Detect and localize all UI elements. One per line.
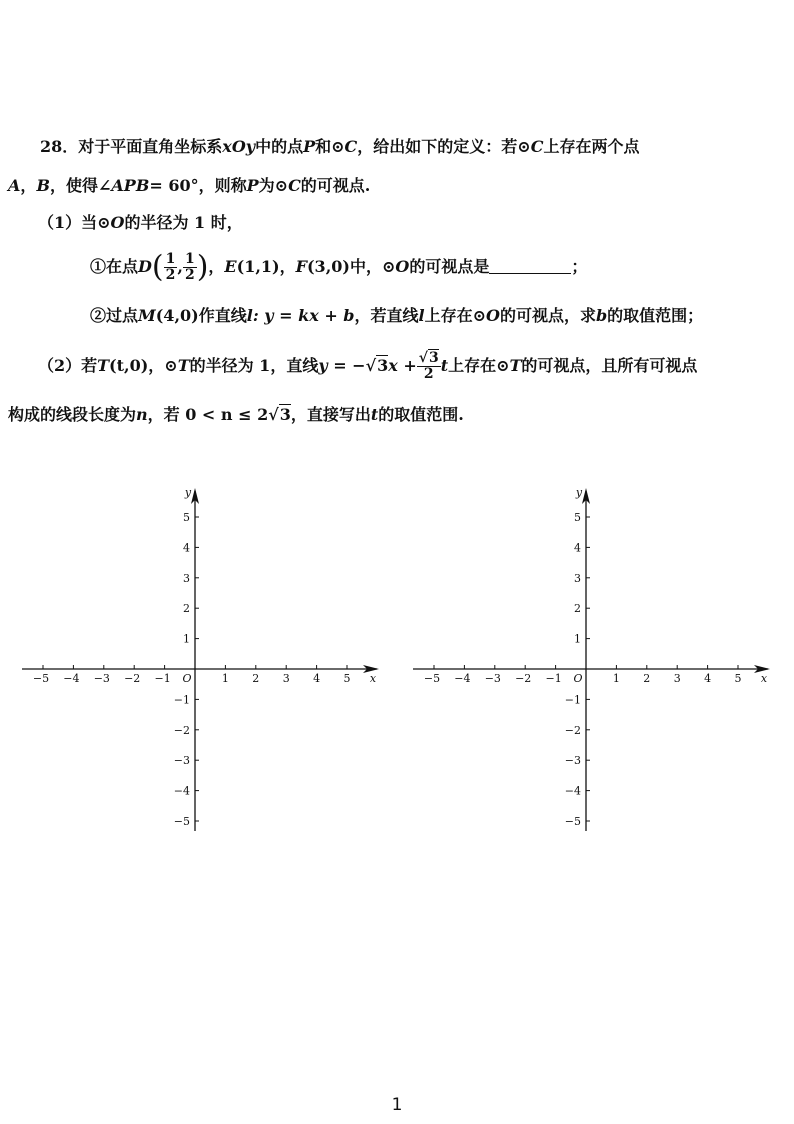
right-y-tick-label: 3 [574,571,581,585]
left-paren: ( [151,249,164,285]
right-x-tick-label: 4 [704,672,712,685]
left-x-tick-label: 2 [252,672,260,685]
left-y-tick-label: 4 [183,541,190,555]
left-x-tick-label: −3 [93,672,110,685]
right-y-tick-label: 4 [574,541,581,555]
right-y-tick-label: −3 [564,754,581,768]
left-x-tick-label: −5 [32,672,50,685]
right-y-tick-label: 5 [574,511,581,524]
left-y-tick-label: −3 [173,754,190,768]
left-y-tick-label: 3 [183,571,190,585]
right-y-tick-label: −4 [564,784,581,798]
right-x-tick-label: −2 [515,672,532,685]
right-x-tick-label: 2 [643,672,651,685]
fraction-sqrt3-over-2: $\frac{√3}{2}$ [418,350,439,382]
right-x-tick-label: −4 [454,672,471,685]
right-x-tick-label: 5 [734,672,742,685]
right-y-axis-label: y [575,486,583,499]
fraction-half: $\frac{1}{2}$ [165,251,176,283]
left-y-tick-label: 2 [183,602,190,616]
left-y-tick-label: −1 [173,693,190,707]
problem-number: 28． [40,137,79,156]
left-y-tick-label: 1 [183,632,190,646]
right-y-tick-label: −5 [564,815,581,828]
left-origin-label: O [182,672,192,685]
left-y-tick-label: −5 [173,815,190,828]
left-y-tick-label: −2 [173,723,190,737]
left-y-tick-label: 5 [183,511,190,524]
left-x-tick-label: 4 [313,672,321,685]
right-x-tick-label: −3 [484,672,501,685]
right-x-tick-label: 1 [612,672,620,685]
problem-line-1: 28．对于平面直角坐标系xOy中的点P和⊙C，给出如下的定义：若⊙C上存在两个点 [40,137,640,156]
part1-question-1: ①在点D( $\frac{1}{2}$ , $\frac{1}{2}$ )，E(1,1)，F(3,0)中，⊙O的可视点是 ； [90,249,588,285]
left-x-tick-label: −2 [124,672,141,685]
left-x-tick-label: −4 [63,672,80,685]
right-x-axis-label: x [760,672,768,685]
part2-line-1: （2）若T(t,0)，⊙T的半径为 1，直线y = −√3x + $\frac{√3}{2}$ t上存在⊙T的可视点，且所有可视点 [38,350,698,382]
part1-heading: （1）当⊙O的半径为 1 时， [38,213,243,232]
part2-line-2: 构成的线段长度为n，若 0 < n ≤ 2√3，直接写出t的取值范围. [8,405,464,424]
left-x-tick-label: 5 [343,672,351,685]
left-x-axis-label: x [369,672,377,685]
page-number: 1 [391,1095,403,1115]
right-y-tick-label: −1 [564,693,581,707]
right-y-tick-label: 2 [574,602,581,616]
part1-question-2: ②过点M(4,0)作直线l: y = kx + b，若直线l上存在⊙O的可视点，求b的取值范围； [90,306,704,325]
right-y-tick-label: −2 [564,723,581,737]
right-y-tick-label: 1 [574,632,581,646]
right-x-tick-label: 3 [673,672,681,685]
left-x-tick-label: 3 [282,672,290,685]
right-x-tick-label: −5 [423,672,441,685]
left-y-axis-label: y [184,486,192,499]
left-y-tick-label: −4 [173,784,190,798]
problem-line-2: A，B，使得∠APB= 60°，则称P为⊙C的可视点. [8,176,371,195]
left-x-tick-label: 1 [221,672,229,685]
left-x-tick-label: −1 [154,672,171,685]
right-origin-label: O [573,672,583,685]
fraction-half: $\frac{1}{2}$ [184,251,195,283]
right-paren: ) [196,249,209,285]
right-x-tick-label: −1 [545,672,562,685]
